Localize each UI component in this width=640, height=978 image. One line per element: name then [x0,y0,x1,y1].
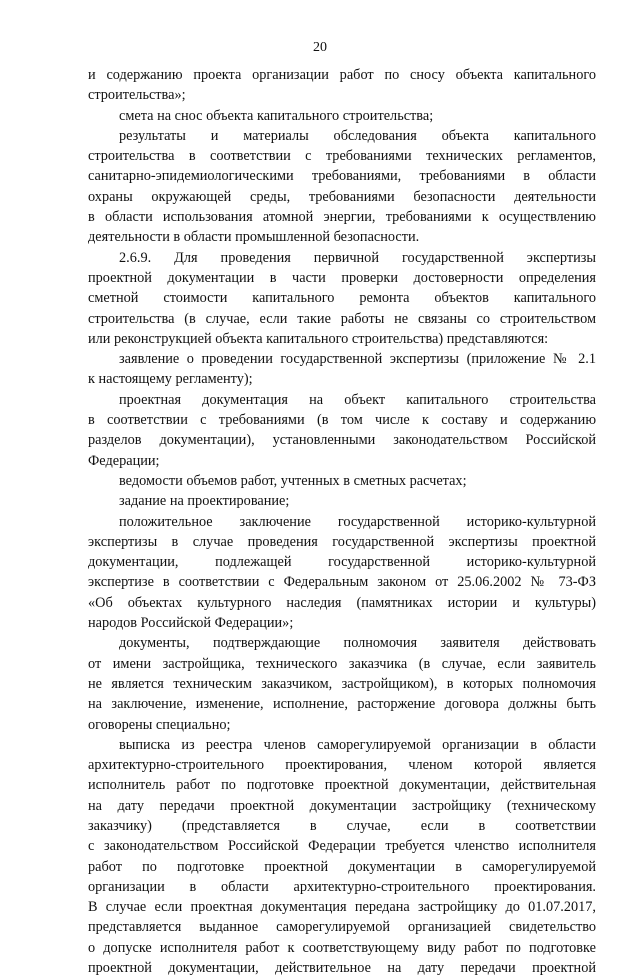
text-line: в области использования атомной энергии, требованиями к осуществлению [88,209,596,226]
text-line: результаты и материалы обследования объекта капитального [119,127,596,144]
text-line: выписка из реестра членов саморегулируемой организации в области [119,736,596,753]
text-line: организации в области архитектурно-строительного проектирования. [88,878,596,895]
text-line: экспертизы в случае проведения государственной экспертизы проектной [88,533,596,550]
text-line: в соответствии с требованиями (в том числе к составу и содержанию [88,412,596,429]
text-line: с законодательством Российской Федерации требуется членство исполнителя [88,838,596,855]
text-line: строительства в соответствии с требованиями технических регламентов, [88,148,596,165]
page-number: 20 [313,40,327,55]
text-line: проектной документации в части проверки достоверности определения [88,269,596,286]
document-body [88,65,596,978]
text-line: народов Российской Федерации»; [88,615,294,632]
text-line: от имени застройщика, технического заказчика (в случае, если заявитель [88,655,596,672]
text-line: экспертизе в соответствии с Федеральным законом от 25.06.2002 № 73-ФЗ [88,574,596,591]
text-line: работ по подготовке проектной документации в саморегулируемой [88,858,596,875]
text-line: архитектурно-строительного проектирования, членом которой является [88,757,596,774]
text-line: разделов документации), установленными законодательством Российской [88,432,596,449]
text-line: В случае если проектная документация передана застройщику до 01.07.2017, [88,899,596,916]
text-line: строительства (в случае, если такие работы не связаны со строительством [88,310,596,327]
text-line: документации, подлежащей государственной историко-культурной [88,554,596,571]
text-line: «Об объектах культурного наследия (памятниках истории и культуры) [88,594,596,611]
text-line: не является техническим заказчиком, застройщиком), в которых полномочия [88,675,596,692]
text-line: Федерации; [88,452,160,469]
text-line: оговорены специально; [88,716,231,733]
text-line: охраны окружающей среды, требованиями безопасности деятельности [88,188,596,205]
text-line: санитарно-эпидемиологическими требованиями, требованиями в области [88,168,596,185]
text-line: положительное заключение государственной историко-культурной [119,513,596,530]
text-line: к настоящему регламенту); [88,371,253,388]
text-line: исполнитель работ по подготовке проектной документации, действительная [88,777,596,794]
text-line: заказчику) (представляется в случае, если в соответствии [88,817,596,834]
text-line: заявление о проведении государственной экспертизы (приложение № 2.1 [119,351,596,368]
text-line: задание на проектирование; [119,493,290,510]
text-line: проектной документации, действительное на дату передачи проектной [88,960,596,977]
text-line: ведомости объемов работ, учтенных в сметных расчетах; [119,472,467,489]
text-line: 2.6.9. Для проведения первичной государственной экспертизы [119,249,596,266]
text-line: или реконструкцией объекта капитального строительства) представляются: [88,330,549,347]
text-line: сметной стоимости капитального ремонта объектов капитального [88,290,596,307]
text-line: деятельности в области промышленной безопасности. [88,229,420,246]
text-line: на дату передачи проектной документации застройщику (техническому [88,797,596,814]
text-line: документы, подтверждающие полномочия заявителя действовать [119,635,596,652]
text-line: смета на снос объекта капитального строительства; [119,107,434,124]
text-line: на заключение, изменение, исполнение, расторжение договора должны быть [88,696,596,713]
text-line: строительства»; [88,87,186,104]
text-line: проектная документация на объект капитального строительства [119,391,596,408]
text-line: и содержанию проекта организации работ по сносу объекта капитального [88,67,596,83]
text-line: о допуске исполнителя работ к соответствующему виду работ по подготовке [88,939,596,956]
text-line: представляется выданное саморегулируемой организацией свидетельство [88,919,596,936]
